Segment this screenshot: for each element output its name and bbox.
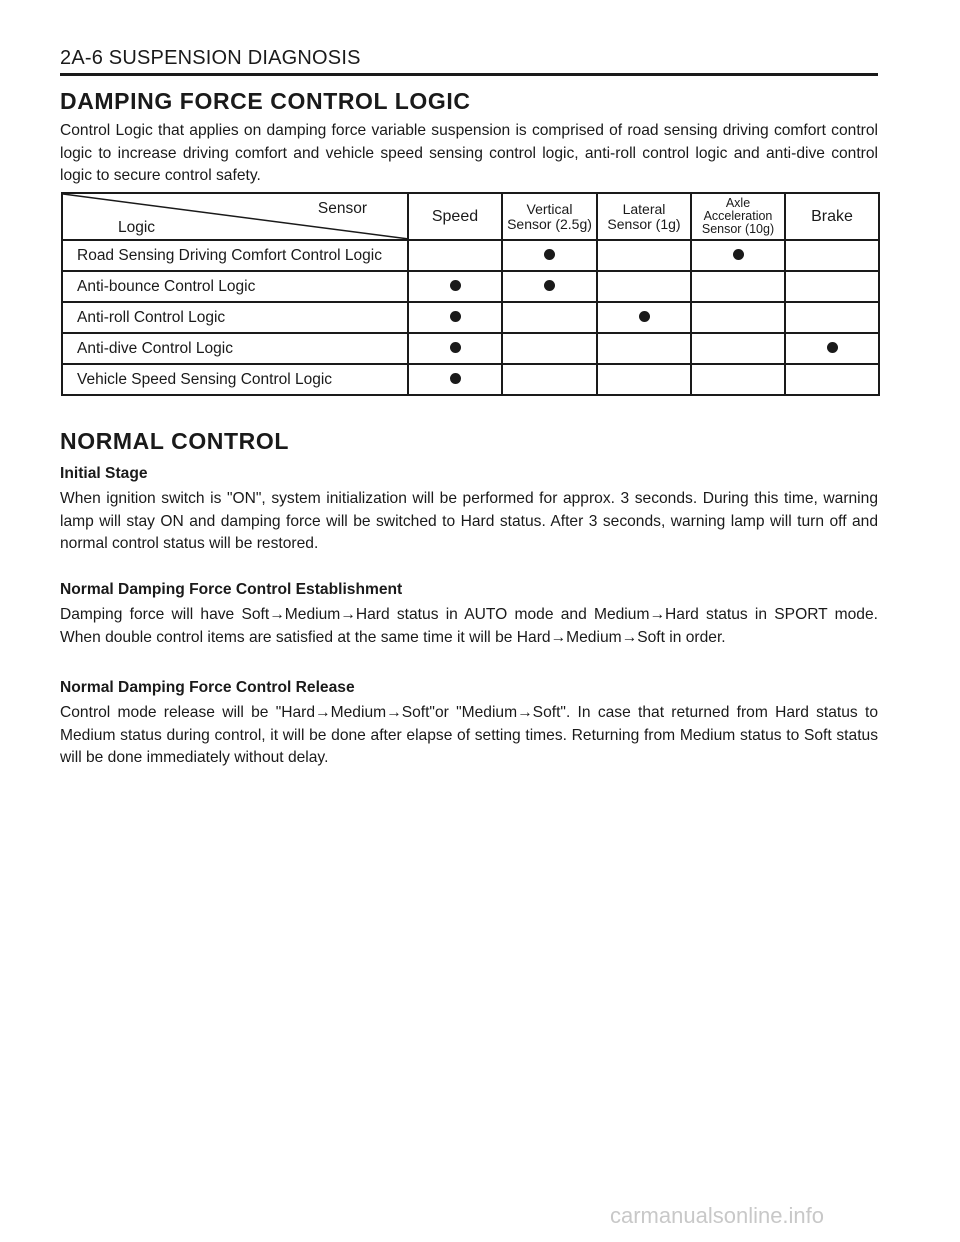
table-cell — [502, 271, 597, 302]
header-rule — [60, 73, 878, 76]
subheading-establishment: Normal Damping Force Control Establishment — [60, 581, 403, 598]
bullet-mark-icon — [544, 249, 555, 260]
table-cell — [785, 302, 879, 333]
col-brake: Brake — [785, 193, 879, 240]
table-cell — [408, 240, 502, 271]
section-heading-normal-control: NORMAL CONTROL — [60, 428, 290, 454]
intro-paragraph: Control Logic that applies on damping force variable suspension is comprised of road sensing driving comfort control logic to increase driving comfort and vehicle speed sensing control logic, anti-roll control logic and anti-dive control logic to secure control safety. — [60, 122, 878, 184]
table-cell — [785, 240, 879, 271]
corner-sensor-label: Sensor — [317, 200, 367, 217]
control-logic-table — [61, 192, 880, 396]
col-axle: Axle Acceleration Sensor (10g) — [691, 193, 785, 240]
table-cell — [502, 333, 597, 364]
row-label: Anti-dive Control Logic — [62, 333, 408, 364]
bullet-mark-icon — [544, 280, 555, 291]
table-cell — [691, 271, 785, 302]
table-cell — [408, 302, 502, 333]
row-label: Vehicle Speed Sensing Control Logic — [62, 364, 408, 395]
table-cell — [597, 240, 691, 271]
corner-cell — [62, 193, 408, 240]
bullet-mark-icon — [450, 373, 461, 384]
table-row — [62, 302, 879, 333]
table-cell — [502, 240, 597, 271]
col-lateral: Lateral Sensor (1g) — [597, 193, 691, 240]
table-cell — [691, 333, 785, 364]
table-cell — [691, 302, 785, 333]
col-speed: Speed — [408, 193, 502, 240]
paragraph-establishment: Damping force will have Soft→Medium→Hard status in AUTO mode and Medium→Hard status in SPORT mode. When double control items are satisfied at the same time it will be Hard→Medium→Soft in order. — [60, 606, 878, 646]
table-cell — [691, 364, 785, 395]
bullet-mark-icon — [733, 249, 744, 260]
table-cell — [597, 302, 691, 333]
row-label: Anti-bounce Control Logic — [62, 271, 408, 302]
table-cell — [785, 333, 879, 364]
section-heading-damping: DAMPING FORCE CONTROL LOGIC — [60, 88, 471, 114]
bullet-mark-icon — [450, 342, 461, 353]
col-vertical: Vertical Sensor (2.5g) — [502, 193, 597, 240]
table-cell — [408, 364, 502, 395]
table-header-row — [62, 193, 879, 240]
table-cell — [597, 364, 691, 395]
row-label: Anti-roll Control Logic — [62, 302, 408, 333]
bullet-mark-icon — [450, 311, 461, 322]
page-header: 2A-6 SUSPENSION DIAGNOSIS — [60, 47, 361, 69]
table-cell — [408, 271, 502, 302]
table-cell — [785, 271, 879, 302]
paragraph-initial-stage: When ignition switch is "ON", system initialization will be performed for approx. 3 seconds. During this time, warning lamp will stay ON and damping force will be switched to Hard status. After 3 seconds, warning lamp will turn off and normal control status will be restored. — [60, 490, 878, 552]
table-row — [62, 271, 879, 302]
table-cell — [502, 302, 597, 333]
table-cell — [408, 333, 502, 364]
table-cell — [785, 364, 879, 395]
table-row — [62, 333, 879, 364]
table-row — [62, 240, 879, 271]
table-cell — [597, 271, 691, 302]
table-cell — [691, 240, 785, 271]
table-row — [62, 364, 879, 395]
table-cell — [597, 333, 691, 364]
bullet-mark-icon — [827, 342, 838, 353]
subheading-initial-stage: Initial Stage — [60, 465, 148, 482]
paragraph-release: Control mode release will be "Hard→Medium→Soft"or "Medium→Soft". In case that returned from Hard status to Medium status during control, it will be done after elapse of setting times. Returning from Medium status to Soft status will be done immediately without delay. — [60, 704, 878, 766]
watermark: carmanualsonline.info — [610, 1203, 825, 1228]
subheading-release: Normal Damping Force Control Release — [60, 679, 355, 696]
corner-logic-label: Logic — [118, 219, 156, 236]
row-label: Road Sensing Driving Comfort Control Logic — [62, 240, 408, 271]
table-cell — [502, 364, 597, 395]
bullet-mark-icon — [450, 280, 461, 291]
bullet-mark-icon — [639, 311, 650, 322]
